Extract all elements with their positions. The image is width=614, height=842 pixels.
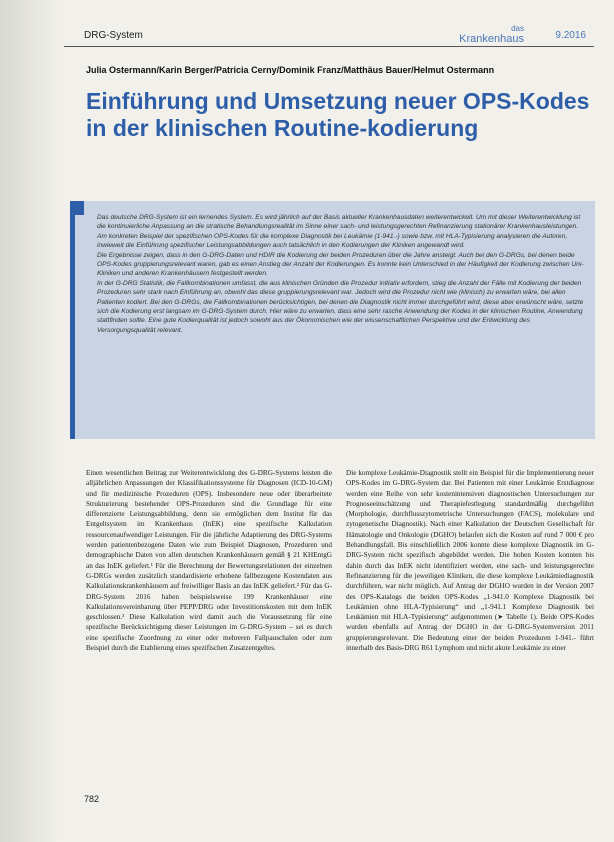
abstract-marker xyxy=(70,201,84,215)
abstract-box xyxy=(70,201,595,439)
abstract-text xyxy=(97,213,585,335)
abstract-paragraph-2: Die Ergebnisse zeigen, dass in den G-DRG-Daten und HDIR die Kodierung der beiden Prozeduren über die Jahre ansteigt. Auch bei den G-DRGs, bei denen beide OPS-Kodes gruppierungsrelevant waren, gab es einen Anstieg der Anzahl der Kodierungen. Es konnte kein Unterschied in der Häufigkeit der Kodierung zwischen Uni-Kliniken und anderen Krankenhäusern festgestellt werden. xyxy=(97,251,584,278)
body-paragraph-left: Einen wesentlichen Beitrag zur Weiterentwicklung des G-DRG-Systems leisten die alljährlichen Anpassungen der Klassifikationssysteme für Diagnosen (ICD-10-GM) und für medizinische Prozeduren (OPS). Insbesondere neue oder überarbeitete Strukturierung bestehender OPS-Prozeduren sind die Grundlage für eine differenzierte Leistungsabbildung, denn sie ermöglichen dem Institut für das Entgeltsystem im Krankenhaus (InEK) eine spezifische Kalkulation ressourcenaufwendiger Leistungen. Für die jährliche Adaptierung des DRG-Systems werden patientenbezogene Daten wie zum Beispiel Diagnosen, Prozeduren und demographische Daten von allen deutschen Krankenhäusern gemäß § 21 KHEntgG an das InEK geliefert.¹ Für die Berechnung der Bewertungsrelationen der einzelnen G-DRGs werden zusätzlich standardisierte erhobene fallbezogene Kostendaten aus Kalkulationskrankenhäusern auf freiwilliger Basis an das InEK geliefert.² Für das G-DRG-System 2016 haben beispielsweise 199 Krankenhäuser eine Kalkulationsvereinbarung über PEPP/DRG oder Investitionskosten mit dem InEK geschlossen.³ Diese Kalkulation wird damit auch die Voraussetzung für eine spezifische Berücksichtigung dieser Leistungen im G-DRG-System – sei es durch eine spezifische Zuordnung zu einer oder mehreren Fallpauschalen oder zum Beispiel durch die Etablierung eines spezifischen Zusatzentgeltes. xyxy=(86,469,332,653)
article-title: Einführung und Umsetzung neuer OPS-Kodes in der klinischen Routine-kodierung xyxy=(86,88,590,141)
author-list: Julia Ostermann/Karin Berger/Patricia Cerny/Dominik Franz/Matthäus Bauer/Helmut Ostermann xyxy=(86,65,495,75)
running-header xyxy=(64,24,594,45)
journal-logo xyxy=(459,24,524,44)
abstract-paragraph-1: Das deutsche DRG-System ist ein lernendes System. Es wird jährlich auf der Basis aktueller Krankenhausdaten weiterentwickelt. Um mit dieser Weiterentwicklung ist die kontinuierliche Anpassung an die stratische Behandlungsrealität im Sinne einer sach- und leistungsgerechten Refinanzierung stationärer Krankenhausleistungen. Am konkreten Beispiel der spezifischen OPS-Kodes für die komplexe Diagnostik bei Leukämie (1-941.-) sowie bzw. mit HLA-Typisierung analysieren die Autoren, inwieweit die Einführung spezifischer Leistungsabbildungen auch tatsächlich in den Kodierungen der Kliniken angewandt wird. xyxy=(97,214,581,250)
abstract-paragraph-3: In der G-DRG Statistik, die Fallkombinationen umfasst, die aus klinischen Gründen die Prozedur initiativ erfordern, stieg die Anzahl der Fälle mit Kodierung der beiden Prozeduren sehr stark nach Einführung an, obwohl das diese gruppierungsrelevant war. Jedoch wird die Prozedur nicht wie (klinisch) zu erwarten wäre, bei allen Patienten kodiert. Bei den G-DRGs, die Fallkombinationen berücksichtigen, bei denen die Diagnostik nicht immer durchgeführt wird, diese aber erwünscht wäre, setzte sich die Kodierung erst langsam im G-DRG-System durch. Hier wäre zu erwarten, dass eine sehr rasche Anwendung der Kodes in der klinischen Routine, Anwendung stattfinden sollte. Eine gute Kodierqualität ist jedoch sowohl aus der Ökonomischen wie der wissenschaftlichen Perspektive und der Entwicklung des Versorgungsqualität relevant. xyxy=(97,279,584,334)
journal-logo-line1: das xyxy=(511,24,524,33)
journal-logo-line2: Krankenhaus xyxy=(459,33,524,45)
body-column-left xyxy=(86,468,332,653)
body-paragraph-right: Die komplexe Leukämie-Diagnostik stellt ein Beispiel für die Implementierung neuer OPS-Kodes im G-DRG-System dar. Bei Patienten mit einer Leukämie Erstdiagnose werden eine Reihe von sehr kostenintensiven diagnostischen Untersuchungen zur Prognoseeinschätzung und Therapiefestlegung standardmäßig durchgeführt (Morphologie, durchflusszytometrische Untersuchungen (FACS), molekulare und zytogenetische Diagnostik). Nach einer Kalkulation der Deutschen Gesellschaft für Hämatologie und Onkologie (DGHO) belaufen sich die Kosten auf rund 7 000 € pro Behandlungsfall. Bis einschließlich 2006 konnte diese komplexe Diagnostik im G-DRG-System nicht spezifisch abgebildet werden. Die hohen Kosten konnten bis dahin durch das InEK nicht identifiziert werden, eine sach- und leistungsgerechte Refinanzierung für die jeweiligen Kliniken, die diese komplexe Leukämiediagnostik durchführen, war nicht möglich. Auf Antrag der DGHO wurden in der Version 2007 des OPS-Katalogs die beiden OPS-Kodes „1-941.0 Komplexe Diagnostik bei Leukämien ohne HLA-Typisierung“ und „1-941.1 Komplexe Diagnostik bei Leukämien mit HLA-Typisierung“ aufgenommen (➤ Tabelle 1). Beide OPS-Kodes wurden ebenfalls auf Antrag der DGHO in der G-DRG-Systemversion 2011 gruppierungsrelevant. Die Bedeutung einer der beiden Prozeduren 1-941.- führt innerhalb des Basis-DRG R61 Lymphom und nicht akute Leukämie zu einer xyxy=(346,469,594,653)
header-rule xyxy=(64,46,594,47)
page-gutter-shadow xyxy=(0,0,60,842)
body-column-right xyxy=(346,468,594,653)
issue-number: 9.2016 xyxy=(555,30,586,41)
page-number: 782 xyxy=(84,794,100,804)
section-label: DRG-System xyxy=(84,30,143,41)
